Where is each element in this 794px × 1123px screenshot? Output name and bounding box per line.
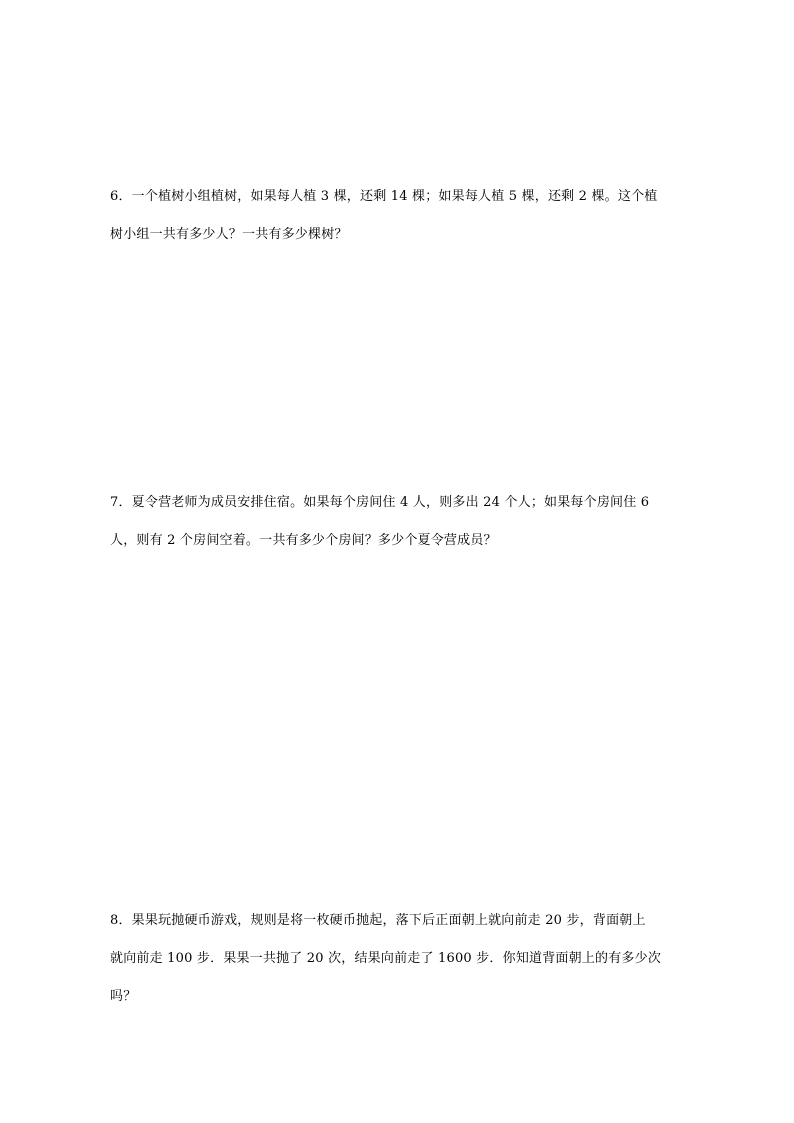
problem-6-line-2: 树小组一共有多少人？一共有多少棵树？ [110,227,348,242]
problem-7-line-1: 7．夏令营老师为成员安排住宿。如果每个房间住 4 人，则多出 24 个人；如果每个房间住 6 [110,495,650,510]
problem-7 [110,484,705,560]
problem-7-line-2: 人，则有 2 个房间空着。一共有多少个房间？多少个夏令营成员？ [110,533,497,548]
problem-8-line-3: 吗？ [110,989,137,1004]
problem-6 [110,178,705,254]
problem-8 [110,902,705,1016]
problem-6-line-1: 6．一个植树小组植树，如果每人植 3 棵，还剩 14 棵；如果每人植 5 棵，还剩 2 棵。这个植 [110,189,658,204]
problem-8-line-1: 8．果果玩抛硬币游戏，规则是将一枚硬币抛起，落下后正面朝上就向前走 20 步，背面朝上 [110,913,646,928]
problem-8-line-2: 就向前走 100 步．果果一共抛了 20 次，结果向前走了 1600 步．你知道背面朝上的有多少次 [110,951,662,966]
